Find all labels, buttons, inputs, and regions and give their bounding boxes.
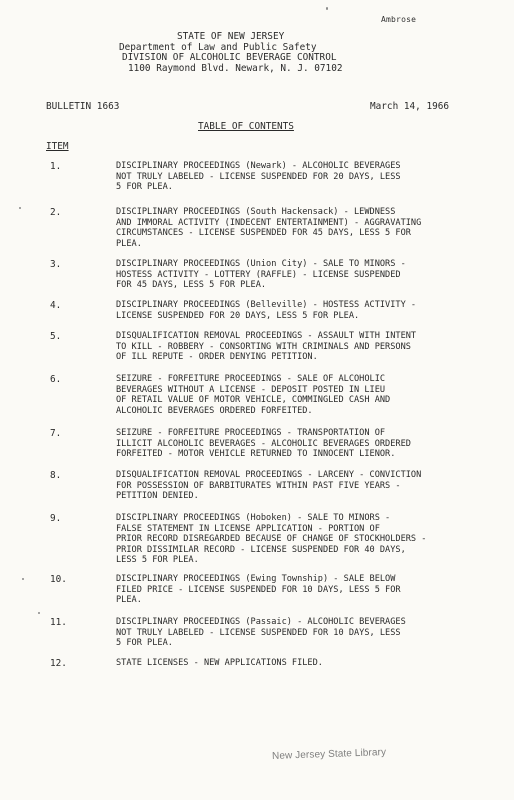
toc-item-number: 6. [50, 374, 62, 385]
toc-item-line: DISCIPLINARY PROCEEDINGS (Ewing Township) - SALE BELOW [116, 574, 396, 584]
toc-item-description [116, 617, 406, 649]
toc-item-description [116, 300, 416, 321]
toc-item-line: FOR 45 DAYS, LESS 5 FOR PLEA. [116, 280, 267, 291]
toc-item-line: FILED PRICE - LICENSE SUSPENDED FOR 10 DAYS, LESS 5 FOR [116, 584, 401, 595]
toc-item-line: PRIOR RECORD DISREGARDED BECAUSE OF CHANGE OF STOCKHOLDERS - [116, 534, 427, 545]
toc-item-number: 11. [50, 617, 67, 628]
toc-item-description [116, 161, 401, 193]
toc-item-description [116, 513, 426, 566]
toc-item-line: NOT TRULY LABELED - LICENSE SUSPENDED FOR 10 DAYS, LESS [116, 627, 401, 638]
toc-item-line: DISCIPLINARY PROCEEDINGS (Newark) - ALCOHOLIC BEVERAGES [116, 161, 401, 171]
scan-speck [19, 207, 21, 209]
toc-item-line: PRIOR DISSIMILAR RECORD - LICENSE SUSPENDED FOR 40 DAYS, [116, 544, 406, 555]
toc-item-line: FORFEITED - MOTOR VEHICLE RETURNED TO INNOCENT LIENOR. [116, 449, 396, 460]
toc-item-line: DISQUALIFICATION REMOVAL PROCEEDINGS - ASSAULT WITH INTENT [116, 331, 417, 341]
toc-item-description [116, 574, 401, 606]
toc-item-line: NOT TRULY LABELED - LICENSE SUSPENDED FOR 20 DAYS, LESS [116, 171, 401, 182]
toc-item-line: PETITION DENIED. [116, 491, 199, 502]
toc-item-line: SEIZURE - FORFEITURE PROCEEDINGS - TRANSPORTATION OF [116, 428, 386, 438]
toc-item-line: DISCIPLINARY PROCEEDINGS (South Hackensack) - LEWDNESS [116, 207, 396, 217]
toc-item-number: 4. [50, 300, 62, 311]
toc-item-line: LESS 5 FOR PLEA. [116, 555, 199, 566]
toc-item-line: LICENSE SUSPENDED FOR 20 DAYS, LESS 5 FOR PLEA. [116, 310, 360, 321]
toc-item-line: DISCIPLINARY PROCEEDINGS (Hoboken) - SALE TO MINORS - [116, 513, 391, 523]
letterhead-department: Department of Law and Public Safety [119, 41, 317, 53]
toc-item-line: STATE LICENSES - NEW APPLICATIONS FILED. [116, 658, 323, 668]
toc-item-description [116, 658, 323, 669]
toc-item-description [116, 207, 421, 249]
toc-item-line: DISQUALIFICATION REMOVAL PROCEEDINGS - LARCENY - CONVICTION [116, 470, 422, 480]
toc-item-number: 5. [50, 331, 62, 342]
toc-title: TABLE OF CONTENTS [198, 121, 294, 132]
toc-item-line: 5 FOR PLEA. [116, 182, 173, 193]
toc-item-line: DISCIPLINARY PROCEEDINGS (Belleville) - HOSTESS ACTIVITY - [116, 300, 417, 310]
toc-item-line: FALSE STATEMENT IN LICENSE APPLICATION - PORTION OF [116, 523, 380, 534]
toc-item-line: BEVERAGES WITHOUT A LICENSE - DEPOSIT POSTED IN LIEU [116, 384, 386, 395]
toc-item-line: CIRCUMSTANCES - LICENSE SUSPENDED FOR 45 DAYS, LESS 5 FOR [116, 228, 411, 239]
corner-name: Ambrose [381, 15, 417, 24]
letterhead-division: DIVISION OF ALCOHOLIC BEVERAGE CONTROL [122, 52, 337, 64]
toc-item-line: ILLICIT ALCOHOLIC BEVERAGES - ALCOHOLIC BEVERAGES ORDERED [116, 438, 411, 449]
bulletin-date: March 14, 1966 [370, 101, 450, 112]
toc-item-number: 3. [50, 259, 62, 270]
toc-item-line: AND IMMORAL ACTIVITY (INDECENT ENTERTAINMENT) - AGGRAVATING [116, 217, 422, 228]
toc-item-line: PLEA. [116, 238, 142, 249]
toc-item-line: OF RETAIL VALUE OF MOTOR VEHICLE, COMMINGLED CASH AND [116, 395, 391, 406]
toc-item-line: TO KILL - ROBBERY - CONSORTING WITH CRIMINALS AND PERSONS [116, 341, 411, 352]
letterhead-state: STATE OF NEW JERSEY [177, 31, 285, 42]
toc-item-description [116, 331, 416, 363]
toc-item-line: ALCOHOLIC BEVERAGES ORDERED FORFEITED. [116, 405, 313, 416]
toc-item-description [116, 470, 421, 502]
toc-item-number: 9. [50, 513, 62, 524]
toc-item-number: 10. [50, 574, 67, 585]
toc-item-line: FOR POSSESSION OF BARBITURATES WITHIN PAST FIVE YEARS - [116, 480, 401, 491]
scan-speck [326, 7, 328, 10]
toc-item-number: 7. [50, 428, 62, 439]
toc-item-description [116, 259, 406, 291]
toc-item-line: 5 FOR PLEA. [116, 638, 173, 649]
bulletin-number: BULLETIN 1663 [46, 101, 120, 112]
toc-item-number: 1. [50, 161, 62, 172]
toc-item-line: HOSTESS ACTIVITY - LOTTERY (RAFFLE) - LICENSE SUSPENDED [116, 269, 401, 280]
toc-item-line: DISCIPLINARY PROCEEDINGS (Union City) - SALE TO MINORS - [116, 259, 406, 269]
scan-speck [38, 612, 40, 614]
toc-item-line: PLEA. [116, 595, 142, 606]
letterhead-address: 1100 Raymond Blvd. Newark, N. J. 07102 [128, 62, 343, 74]
letterhead [100, 32, 420, 74]
toc-item-number: 2. [50, 207, 62, 218]
item-column-header: ITEM [46, 141, 69, 152]
toc-item-line: OF ILL REPUTE - ORDER DENYING PETITION. [116, 352, 318, 363]
toc-item-description [116, 374, 390, 416]
toc-item-number: 8. [50, 470, 62, 481]
library-stamp: New Jersey State Library [271, 747, 387, 762]
scan-speck [22, 578, 24, 580]
toc-item-description [116, 428, 411, 460]
toc-item-number: 12. [50, 658, 67, 669]
toc-item-line: SEIZURE - FORFEITURE PROCEEDINGS - SALE OF ALCOHOLIC [116, 374, 386, 384]
toc-item-line: DISCIPLINARY PROCEEDINGS (Passaic) - ALCOHOLIC BEVERAGES [116, 617, 406, 627]
